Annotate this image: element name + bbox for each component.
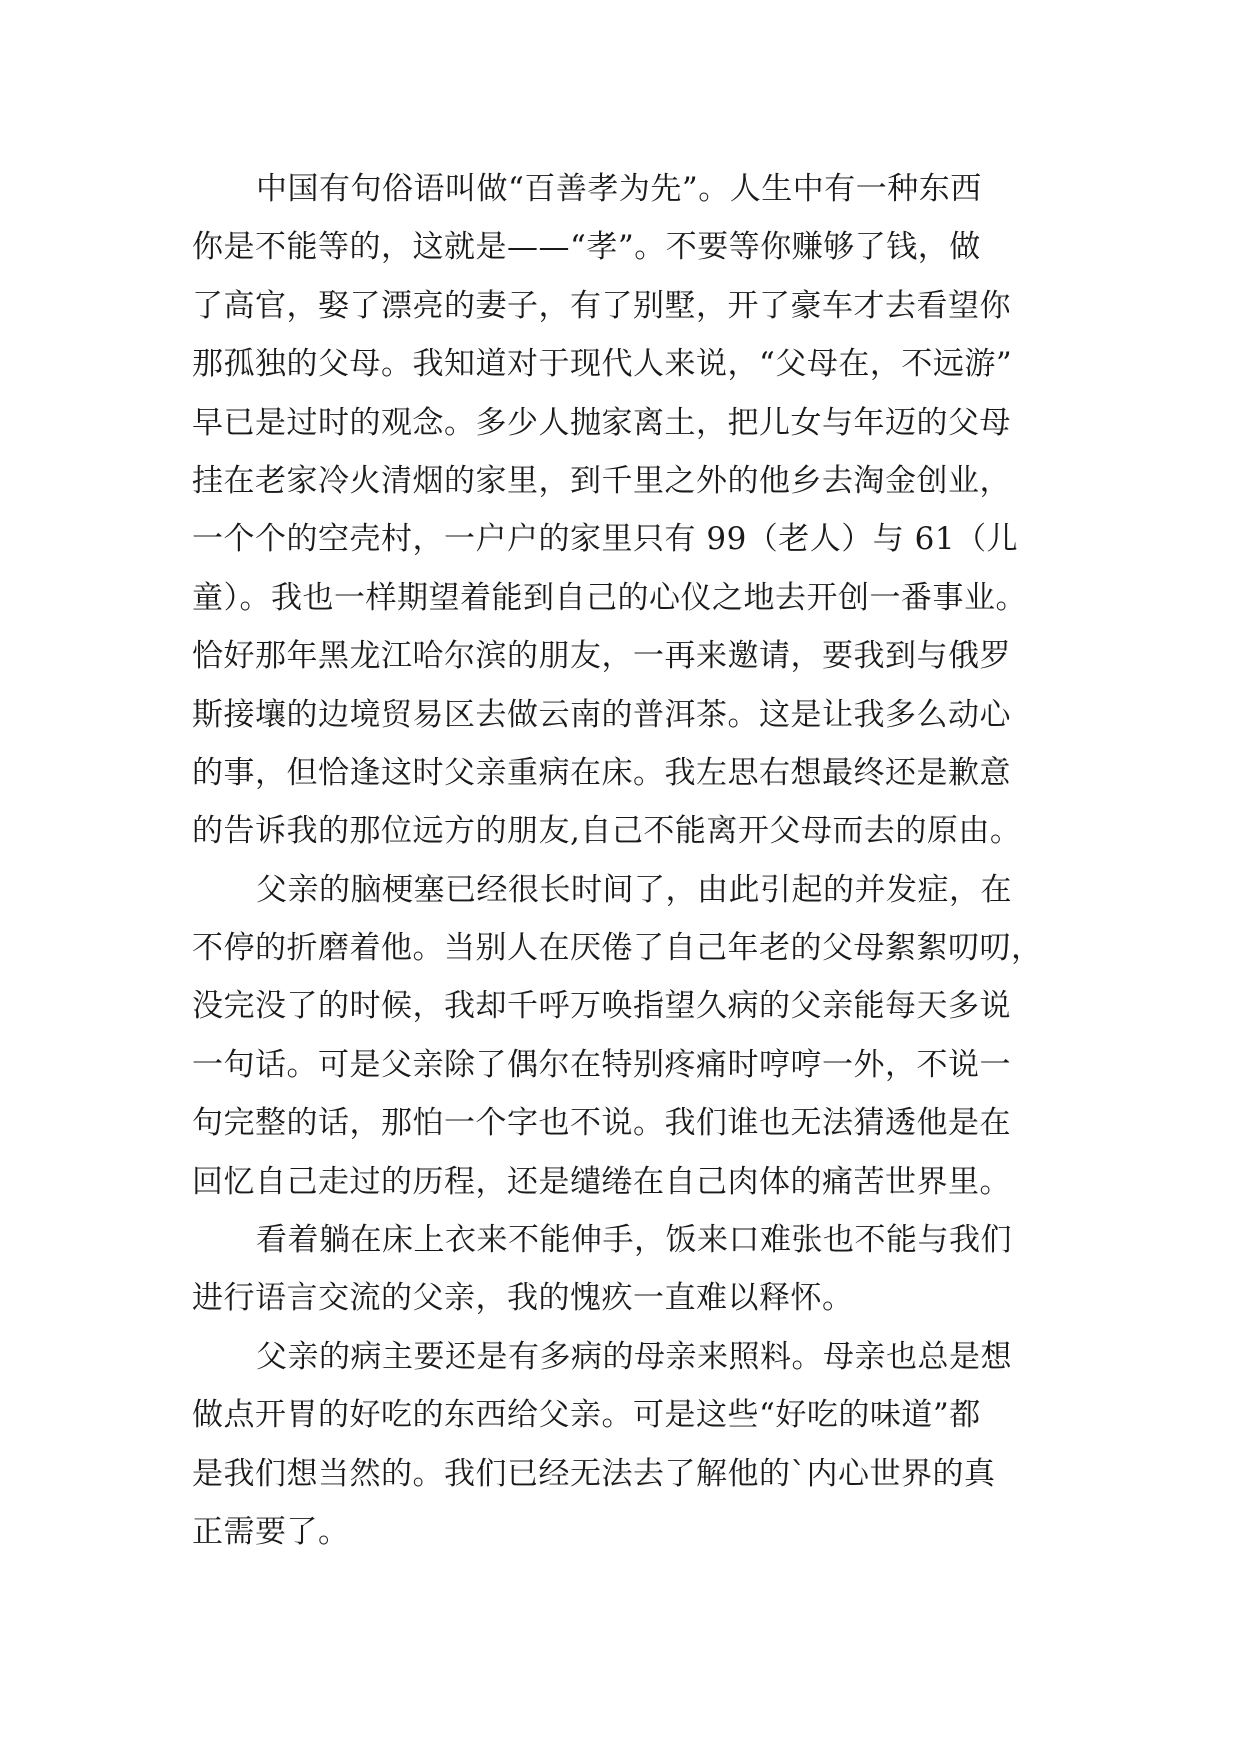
text-line: 正需要了。 (192, 1513, 350, 1550)
text-line: 看着躺在床上衣来不能伸手，饭来口难张也不能与我们 (256, 1222, 1012, 1259)
text-line: 童）。我也一样期望着能到自己的心仪之地去开创一番事业。 (192, 579, 1027, 616)
text-line: 做点开胃的好吃的东西给父亲。可是这些“好吃的味道”都 (192, 1397, 981, 1434)
text-line: 不停的折磨着他。当别人在厌倦了自己年老的父母絮絮叨叨， (192, 930, 1043, 967)
text-line: 回忆自己走过的历程，还是缱绻在自己肉体的痛苦世界里。 (192, 1163, 1011, 1200)
text-line: 了高官，娶了漂亮的妻子，有了别墅，开了豪车才去看望你 (192, 287, 1011, 324)
body-text (192, 160, 1072, 1561)
text-line: 恰好那年黑龙江哈尔滨的朋友，一再来邀请，要我到与俄罗 (192, 638, 1011, 675)
text-line: 一个个的空壳村，一户户的家里只有 99（老人）与 61（儿 (192, 521, 1019, 558)
text-line: 斯接壤的边境贸易区去做云南的普洱茶。这是让我多么动心 (192, 696, 1011, 733)
text-line: 的告诉我的那位远方的朋友,自己不能离开父母而去的原由。 (192, 813, 1022, 850)
paragraph-4 (192, 1328, 1072, 1562)
paragraph-2 (192, 861, 1072, 1211)
text-line: 进行语言交流的父亲，我的愧疚一直难以释怀。 (192, 1280, 854, 1317)
text-line: 的事，但恰逢这时父亲重病在床。我左思右想最终还是歉意 (192, 754, 1011, 791)
text-line: 是我们想当然的。我们已经无法去了解他的`内心世界的真 (192, 1455, 996, 1492)
text-line: 中国有句俗语叫做“百善孝为先”。人生中有一种东西 (256, 171, 982, 207)
text-line: 父亲的脑梗塞已经很长时间了，由此引起的并发症，在 (256, 871, 1012, 908)
text-line: 那孤独的父母。我知道对于现代人来说，“父母在，不远游” (192, 346, 1013, 383)
text-line: 一句话。可是父亲除了偶尔在特别疼痛时哼哼一外，不说一 (192, 1046, 1011, 1083)
text-line: 没完没了的时候，我却千呼万唤指望久病的父亲能每天多说 (192, 988, 1011, 1025)
paragraph-1 (192, 160, 1072, 861)
text-line: 早已是过时的观念。多少人抛家离土，把儿女与年迈的父母 (192, 404, 1011, 441)
paragraph-3 (192, 1211, 1072, 1328)
text-line: 父亲的病主要还是有多病的母亲来照料。母亲也总是想 (256, 1338, 1012, 1375)
text-line: 句完整的话，那怕一个字也不说。我们谁也无法猜透他是在 (192, 1105, 1011, 1142)
text-line: 挂在老家冷火清烟的家里，到千里之外的他乡去淘金创业， (192, 462, 1011, 499)
text-line: 你是不能等的，这就是——“孝”。不要等你赚够了钱，做 (192, 229, 981, 266)
